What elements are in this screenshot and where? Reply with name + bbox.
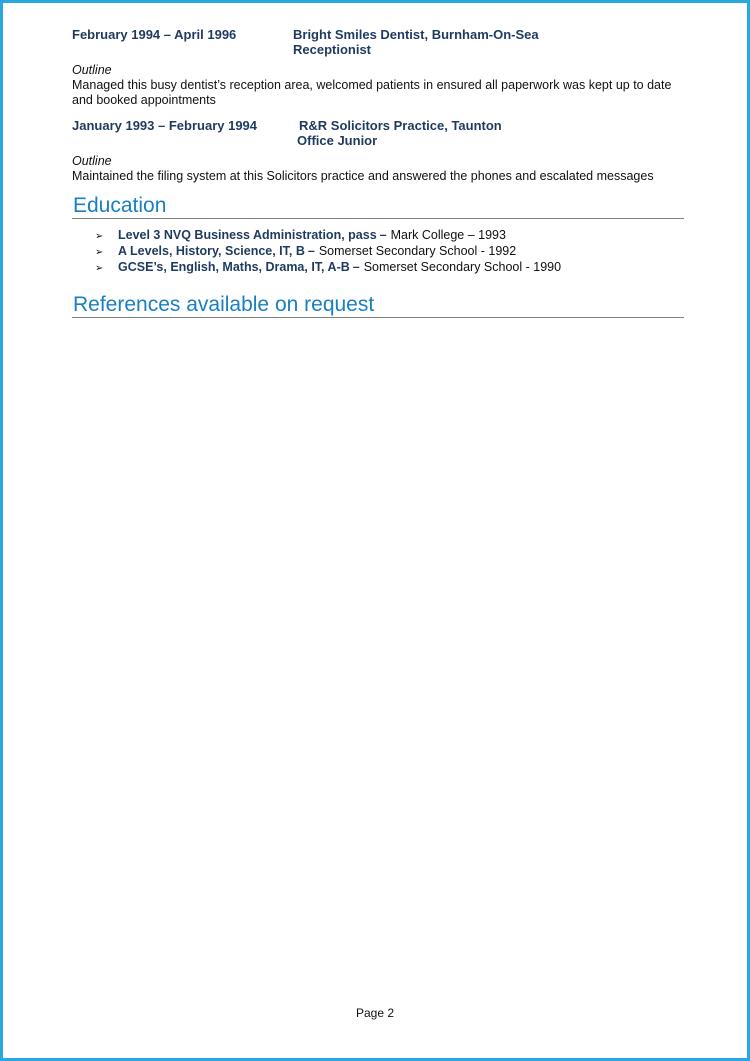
education-heading: Education [72, 194, 684, 219]
education-item [72, 244, 684, 260]
job-employer-block [299, 118, 502, 148]
education-list [72, 228, 684, 276]
job-description: Managed this busy dentist’s reception area, welcomed patients in ensured all paperwork was kept up to date and booked appointments [72, 78, 672, 107]
job-entry [72, 118, 684, 184]
arrow-bullet-icon: ➢ [95, 231, 104, 242]
job-dates: February 1994 – April 1996 [72, 27, 237, 42]
education-qualification: Level 3 NVQ Business Administration, pass [118, 228, 377, 242]
job-entry [72, 27, 684, 108]
education-detail: Mark College – 1993 [390, 228, 506, 242]
job-dates: January 1993 – February 1994 [72, 118, 258, 133]
job-title: Receptionist [293, 42, 372, 57]
job-company: Bright Smiles Dentist, Burnham-On-Sea [293, 27, 539, 42]
job-description: Maintained the filing system at this Solicitors practice and answered the phones and escalated messages [72, 169, 654, 183]
outline-label: Outline [72, 63, 112, 77]
arrow-bullet-icon: ➢ [95, 263, 104, 274]
education-qualification: GCSE’s, English, Maths, Drama, IT, A-B [118, 260, 350, 274]
references-heading: References available on request [72, 293, 684, 318]
education-detail: Somerset Secondary School - 1992 [318, 244, 517, 258]
education-detail: Somerset Secondary School - 1990 [363, 260, 562, 274]
education-dash: – [379, 228, 387, 242]
job-title: Office Junior [297, 133, 378, 148]
job-company: R&R Solicitors Practice, Taunton [299, 118, 502, 133]
job-employer-block [293, 27, 539, 57]
education-dash: – [307, 244, 315, 258]
outline-label: Outline [72, 154, 112, 168]
arrow-bullet-icon: ➢ [95, 247, 104, 258]
education-item [72, 260, 684, 276]
page-number: Page 2 [355, 1006, 395, 1020]
education-section [72, 194, 684, 276]
job-header [72, 27, 684, 57]
page-content [72, 27, 684, 318]
education-item [72, 228, 684, 244]
references-section [72, 293, 684, 318]
education-dash: – [352, 260, 360, 274]
job-header [72, 118, 684, 148]
education-qualification: A Levels, History, Science, IT, B [118, 244, 305, 258]
